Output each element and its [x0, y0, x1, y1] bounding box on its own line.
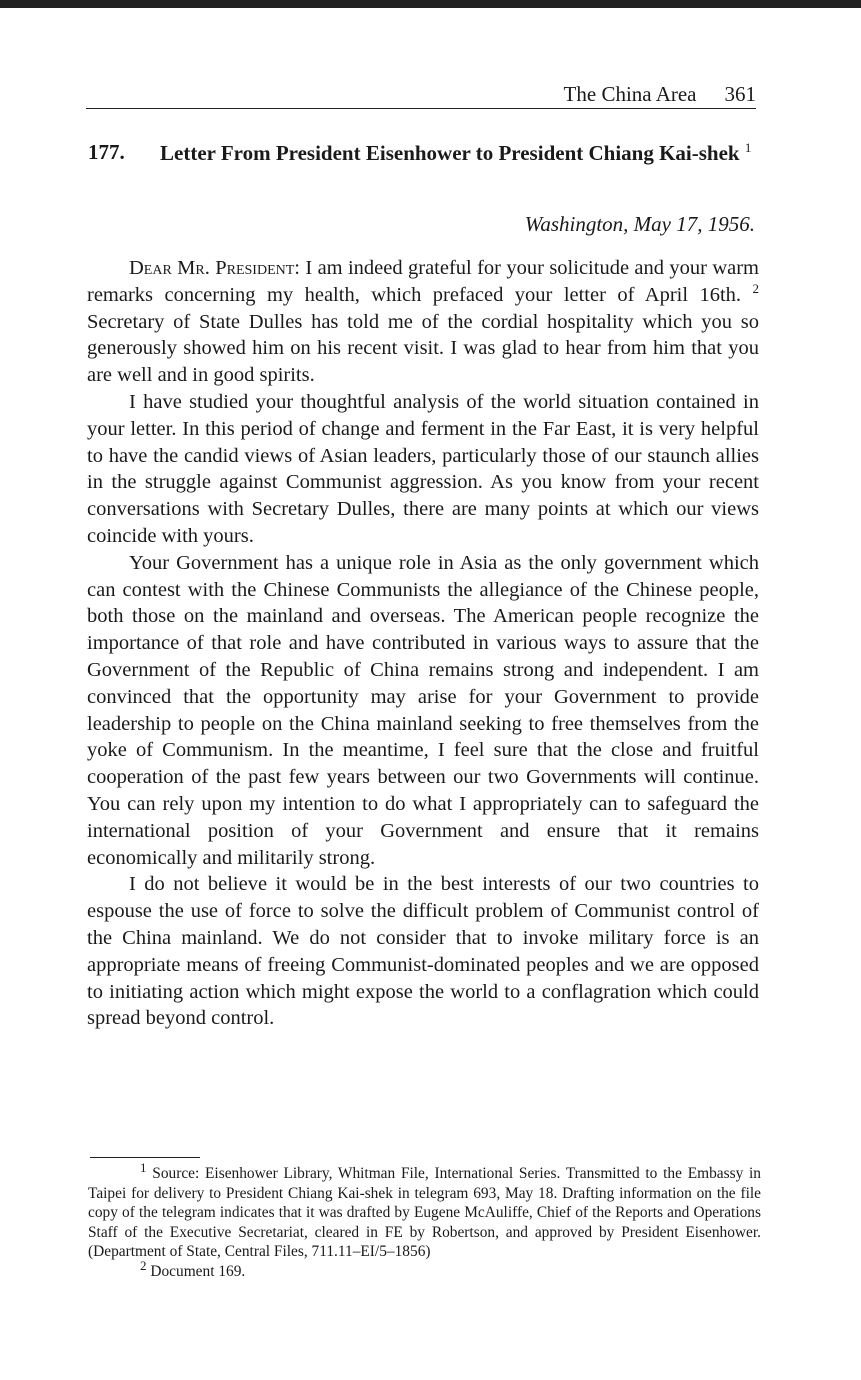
letter-paragraph-3: Your Government has a unique role in Asia as the only government which can contest with the Chinese Communists the allegiance of the Chinese people, both those on the mainland and overseas. The American people recognize the importance of that role and have contributed in various ways to assure that the Government of the Republic of China remains strong and independent. I am convinced that the opportunity may arise for your Government to provide leadership to people on the China mainland seeking to free themselves from the yoke of Communism. In the meantime, I feel sure that the close and fruitful cooperation of the past few years between our two Governments will continue. You can rely upon my intention to do what I appropriately can to safeguard the international position of your Government and ensure that it remains economically and militarily strong.	[87, 551, 759, 869]
footnote-1-marker: 1	[140, 1159, 147, 1175]
footnote-1	[88, 1159, 761, 1262]
page-number: 361	[724, 82, 756, 106]
footnote-1-text: Source: Eisenhower Library, Whitman File, International Series. Transmitted to the Embassy in Taipei for delivery to President Chiang Kai-shek in telegram 693, May 18. Drafting information on the file copy of the telegram indicates that it was drafted by Eugene McAuliffe, Chief of the Reports and Operations Staff of the Executive Secretariat, cleared in FE by Robertson, and approved by President Eisenhower. (Department of State, Central Files, 711.11–EI/5–1856)	[88, 1165, 761, 1260]
document-title-text: Letter From President Eisenhower to President Chiang Kai-shek	[160, 141, 740, 165]
running-head-section: The China Area	[563, 82, 697, 106]
letter-body	[87, 255, 759, 1032]
footnote-2-marker: 2	[140, 1257, 147, 1273]
letter-paragraph-2: I have studied your thoughtful analysis of the world situation contained in your letter. In this period of change and ferment in the Far East, it is very helpful to have the candid views of Asian leaders, particularly those of our staunch allies in the struggle against Communist aggression. As you know from your recent conversations with Secretary Dulles, there are many points at which our views coincide with yours.	[87, 390, 759, 547]
document-number: 177.	[88, 140, 125, 164]
footnote-rule	[90, 1157, 200, 1158]
footnote-2-text: Document 169.	[150, 1262, 246, 1280]
running-head	[86, 82, 756, 109]
footnote-2	[88, 1257, 761, 1282]
letter-paragraph-1	[87, 255, 759, 389]
salutation: Dear Mr. President:	[129, 257, 300, 279]
footnote-ref-2: 2	[752, 280, 759, 296]
paragraph-1-part-a: I am indeed grateful for your solicitude and your warm remarks concerning my health, which prefaced your letter of April 16th.	[87, 257, 759, 306]
title-footnote-ref: 1	[744, 140, 752, 155]
dateline: Washington, May 17, 1956.	[524, 212, 755, 236]
footnotes	[88, 1159, 761, 1281]
letter-paragraph-4: I do not believe it would be in the best interests of our two countries to espouse the use of force to solve the difficult problem of Communist control of the China mainland. We do not consider that to invoke military force is an appropriate means of freeing Communist-dominated peoples and we are opposed to initiating action which might expose the world to a conflagration which could spread beyond control.	[87, 873, 759, 1030]
paragraph-1-part-b: Secretary of State Dulles has told me of the cordial hospitality which you so generously showed him on his recent visit. I was glad to hear from him that you are well and in good spirits.	[87, 310, 759, 387]
scan-top-border	[0, 0, 861, 8]
document-title	[160, 140, 760, 167]
